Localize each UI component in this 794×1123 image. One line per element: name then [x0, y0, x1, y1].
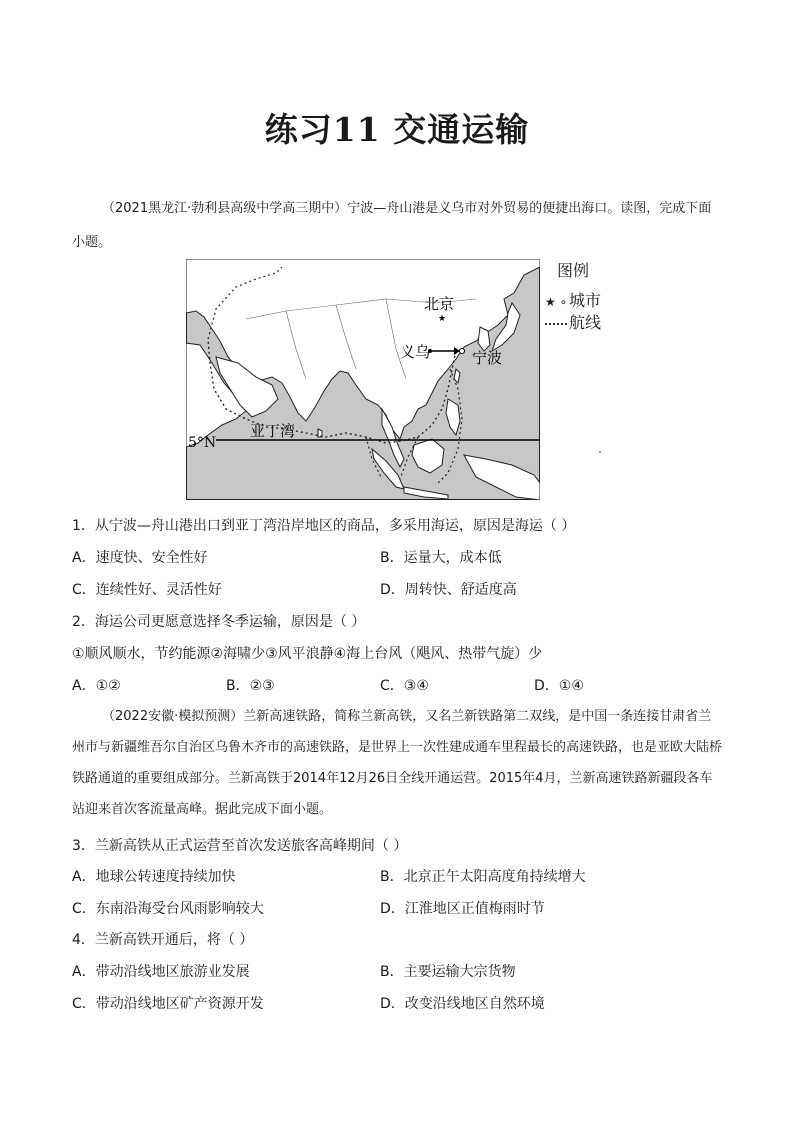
q2-option-b[interactable]: B．②③	[226, 678, 275, 694]
legend-title: 图例	[557, 261, 590, 280]
q1-stem: 1．从宁波—舟山港出口到亚丁湾沿岸地区的商品，多采用海运，原因是海运（ ）	[72, 518, 576, 534]
legend-route-label: 航线	[569, 313, 602, 332]
q4-stem: 4．兰新高铁开通后，将（ ）	[72, 932, 254, 948]
label-ningbo: 宁波	[472, 349, 503, 367]
q3-option-b[interactable]: B．北京正午太阳高度角持续增大	[380, 869, 586, 885]
q3-option-c[interactable]: C．东南沿海受台风雨影响较大	[72, 901, 264, 917]
page-title: 练习11 交通运输	[264, 110, 530, 149]
q3-option-d[interactable]: D．江淮地区正值梅雨时节	[380, 901, 545, 917]
passage-2: （2022安徽·模拟预测）兰新高速铁路，简称兰新高铁，又名兰新铁路第二双线，是中国一条连接甘肃省兰州市与新疆维吾尔自治区乌鲁木齐市的高速铁路，是世界上一次性建成通车里程最长的高速铁路，也是亚欧大陆桥铁路通道的重要组成部分。兰新高铁于2014年12月26日全线开通运营。2015年4月，兰新高速铁路新疆段各车站迎来首次客流量高峰。据此完成下面小题。	[72, 709, 723, 817]
ningbo-city-dot	[460, 349, 465, 354]
map-figure	[186, 259, 540, 500]
q2-stem: 2．海运公司更愿意选择冬季运输，原因是（ ）	[72, 614, 366, 630]
q1-option-c[interactable]: C．连续性好、灵活性好	[72, 582, 222, 598]
q2-option-a[interactable]: A．①②	[72, 678, 121, 694]
q2-option-c[interactable]: C．③④	[380, 678, 429, 694]
q1-option-d[interactable]: D．周转快、舒适度高	[380, 582, 517, 598]
label-beijing: 北京	[424, 295, 455, 313]
legend-city-label: 城市	[569, 291, 602, 310]
q4-option-a[interactable]: A．带动沿线地区旅游业发展	[72, 964, 250, 980]
q1-option-b[interactable]: B．运量大，成本低	[380, 550, 502, 566]
passage-1: （2021黑龙江·勃利县高级中学高三期中）宁波—舟山港是义乌市对外贸易的便捷出海口。读图，完成下面小题。	[72, 201, 712, 250]
beijing-star-icon: ★	[438, 314, 447, 324]
legend-city-row	[545, 288, 601, 311]
q4-option-d[interactable]: D．改变沿线地区自然环境	[380, 996, 545, 1012]
q4-option-c[interactable]: C．带动沿线地区矿产资源开发	[72, 996, 264, 1012]
q2-option-d[interactable]: D．①④	[534, 678, 584, 694]
city-symbol-icon: ★ ∘	[545, 295, 568, 309]
label-aden: 亚丁湾	[250, 422, 296, 440]
legend-route-row	[545, 310, 601, 333]
q4-option-b[interactable]: B．主要运输大宗货物	[380, 964, 516, 980]
map-legend	[545, 258, 625, 338]
label-latitude: 5°N	[188, 435, 217, 451]
q2-choices: ①顺风顺水，节约能源②海啸少③风平浪静④海上台风（飓风、热带气旋）少	[72, 646, 543, 662]
asia-route-map	[186, 259, 540, 500]
q1-option-a[interactable]: A．速度快、安全性好	[72, 550, 208, 566]
q3-option-a[interactable]: A．地球公转速度持续加快	[72, 869, 236, 885]
stray-mark	[599, 451, 601, 453]
q3-stem: 3．兰新高铁从正式运营至首次发送旅客高峰期间（ ）	[72, 838, 408, 854]
label-yiwu: 义乌	[400, 343, 431, 361]
dotted-route-icon	[545, 323, 567, 325]
